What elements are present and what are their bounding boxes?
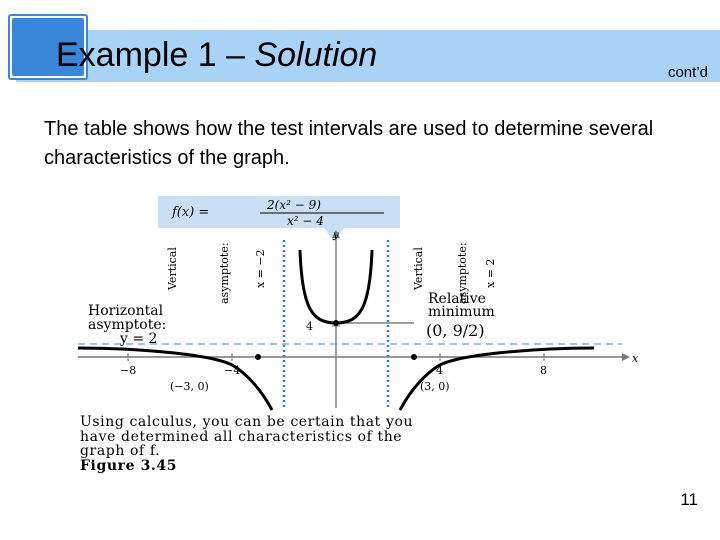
- body-text: The table shows how the test intervals are used to determine several characteristics of the graph.: [44, 118, 654, 169]
- figure-label: Figure 3.45: [80, 458, 178, 474]
- x-axis-label: x: [632, 352, 639, 365]
- relative-minimum-label: minimum: [428, 304, 495, 320]
- relative-minimum-point: [333, 320, 339, 326]
- x-intercept-right-point: [411, 354, 417, 360]
- tick-label: 4: [306, 320, 313, 333]
- formula-denominator: x² − 4: [287, 214, 324, 228]
- vertical-asymptote-right-label: Vertical: [412, 247, 425, 290]
- relative-minimum-coordinate: (0, 9/2): [426, 321, 485, 340]
- graph-svg: [74, 190, 674, 480]
- slide-title: Example 1 – Solution: [56, 36, 378, 74]
- page-number: 11: [680, 490, 698, 509]
- vertical-asymptote-right-label: x = 2: [484, 258, 497, 288]
- y-axis-label: y: [333, 230, 339, 241]
- vertical-asymptote-left-label: asymptote:: [218, 242, 231, 304]
- vertical-asymptote-left-label: x = −2: [254, 249, 267, 288]
- caption-line: graph of f.: [80, 443, 161, 459]
- horizontal-asymptote-label: y = 2: [120, 331, 158, 347]
- tick-label: 8: [540, 364, 547, 377]
- formula-numerator: 2(x² − 9): [267, 198, 321, 212]
- horizontal-asymptote-label: Horizontal: [88, 303, 164, 319]
- continued-label: cont’d: [667, 64, 708, 81]
- x-intercept-right-label: (3, 0): [420, 380, 450, 393]
- tick-label: −8: [120, 364, 137, 377]
- vertical-asymptote-left-label: Vertical: [166, 247, 179, 290]
- caption-line: Using calculus, you can be certain that you: [80, 414, 414, 430]
- x-intercept-left-point: [255, 354, 261, 360]
- figure-caption: [80, 414, 413, 474]
- caption-line: have determined all characteristics of the: [80, 429, 403, 445]
- relative-minimum-label: Relative: [428, 291, 486, 307]
- x-axis-arrow: [622, 353, 630, 361]
- formula-fx: f(x) =: [172, 205, 210, 220]
- vertical-asymptote-right-label: asymptote:: [456, 242, 469, 304]
- figure-3-45: [74, 190, 674, 480]
- horizontal-asymptote-label: asymptote:: [88, 317, 167, 333]
- x-intercept-left-label: (−3, 0): [170, 380, 209, 393]
- tick-label: −4: [224, 364, 241, 377]
- tick-label: 4: [436, 364, 443, 377]
